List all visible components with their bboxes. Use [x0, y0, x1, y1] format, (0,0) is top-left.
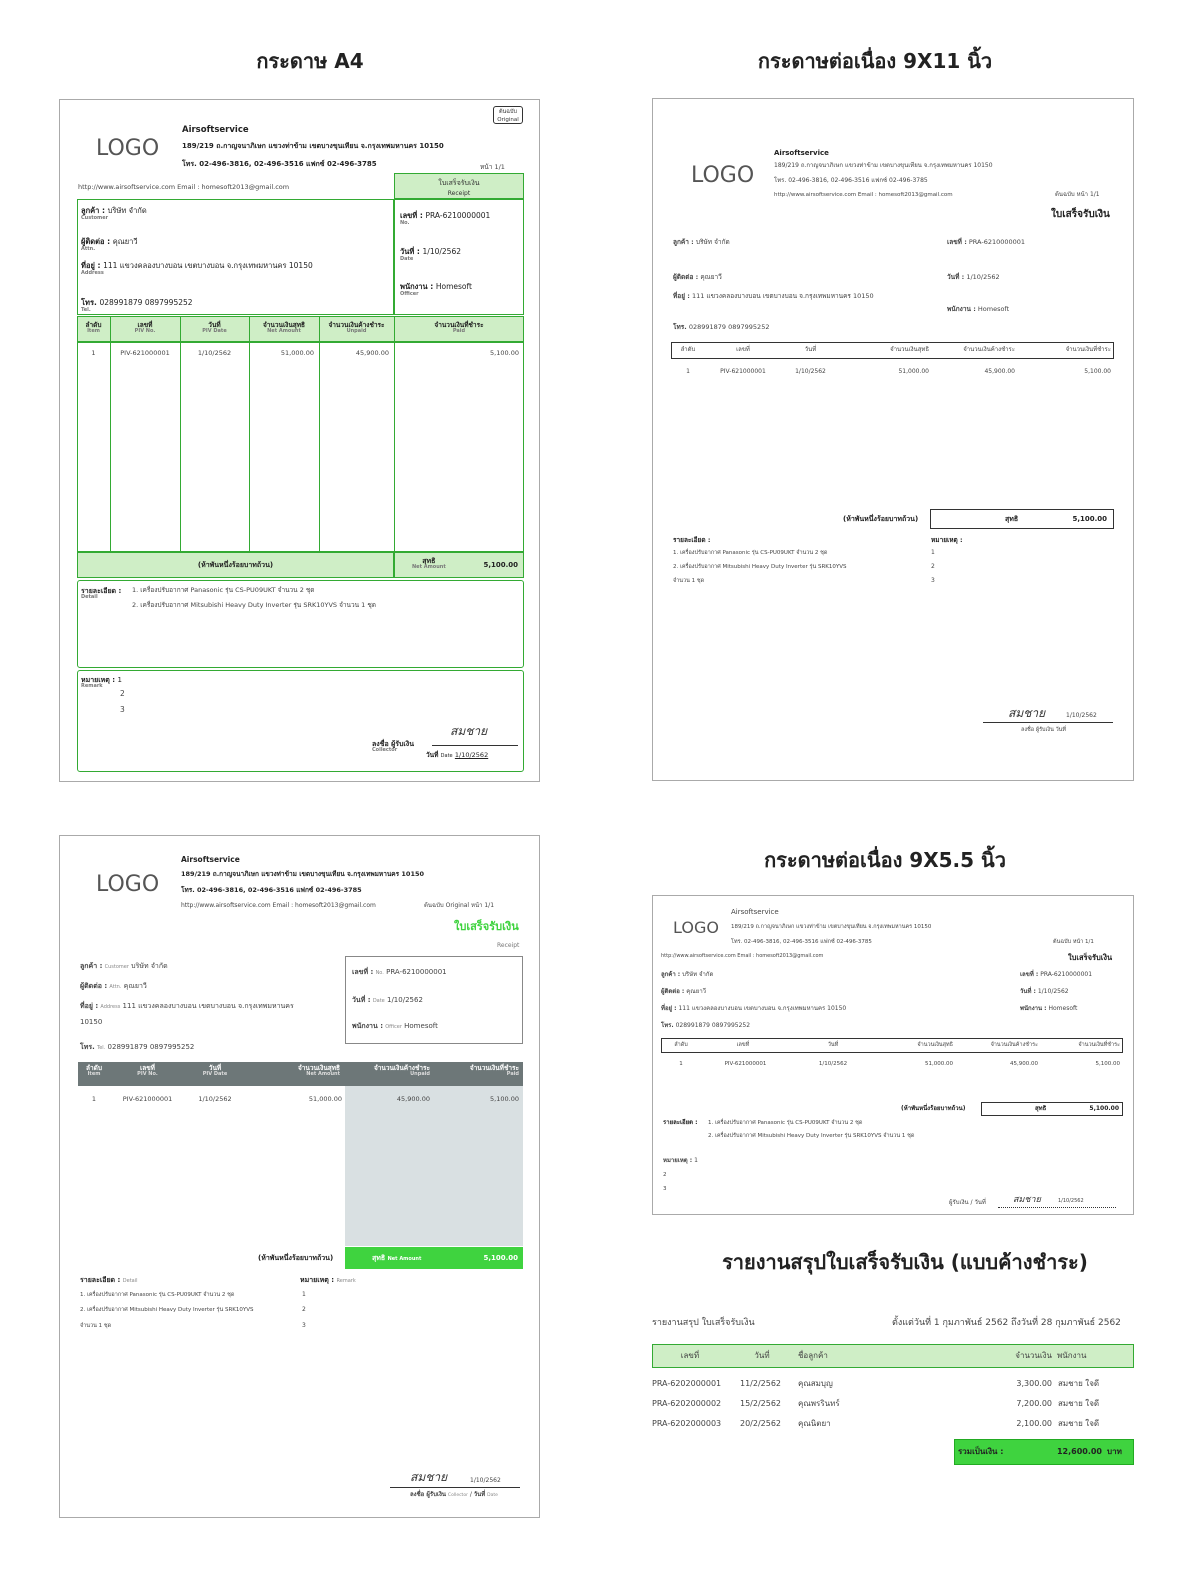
- col-paid: จำนวนเงินที่ชำระ Paid: [469, 1064, 519, 1078]
- title-report: รายงานสรุปใบเสร็จรับเงิน (แบบค้างชำระ): [722, 1250, 1088, 1274]
- receipt-title: ใบเสร็จรับเงิน: [1068, 953, 1113, 962]
- report-row-1-no: PRA-6202000001: [652, 1379, 722, 1388]
- net-label: สุทธิ: [1005, 515, 1019, 523]
- col-item: ลำดับ Item: [86, 1064, 102, 1078]
- report-row-1-name: คุณสมบุญ: [798, 1379, 833, 1388]
- company-name: Airsoftservice: [731, 908, 779, 916]
- detail-line-1: 1. เครื่องปรับอากาศ Panasonic รุ่น CS-PU09UKT จำนวน 2 ชุด: [708, 1120, 863, 1126]
- report-row-2-no: PRA-6202000002: [652, 1399, 722, 1408]
- report-range: ตั้งแต่วันที่ 1 กุมภาพันธ์ 2562 ถึงวันที่ 28 กุมภาพันธ์ 2562: [892, 1318, 1121, 1328]
- sign-date: 1/10/2562: [1058, 1198, 1084, 1204]
- col-unpaid: จำนวนเงินค้างชำระ Unpaid: [373, 1064, 430, 1078]
- col-unpaid: จำนวนเงินค้างชำระ: [990, 1042, 1038, 1048]
- continuous-9x11-page: [652, 98, 1134, 781]
- sign-date: วันที่ Date 1/10/2562: [426, 751, 489, 759]
- remark-3: 3: [120, 705, 125, 714]
- col-piv-no: เลขที่: [736, 346, 750, 353]
- net-amount: 5,100.00: [1089, 1105, 1119, 1112]
- report-total-amount: 12,600.00: [1056, 1447, 1102, 1456]
- company-web: http://www.airsoftservice.com Email : homesoft2013@gmail.com: [774, 192, 953, 198]
- tel: โทร. 028991879 0897995252: [673, 323, 770, 331]
- items-table-body: [77, 342, 524, 552]
- signature: สมชาย: [1008, 706, 1046, 720]
- report-row-3-no: PRA-6202000003: [652, 1419, 722, 1428]
- remark-1: 1: [302, 1291, 306, 1298]
- remark-3: 3: [931, 577, 935, 584]
- row-item: 1: [679, 1061, 683, 1067]
- detail-line-3: จำนวน 1 ชุด: [673, 578, 705, 584]
- row-date: 1/10/2562: [197, 349, 232, 357]
- detail-label: รายละเอียด :: [663, 1119, 698, 1126]
- net-amount: 5,100.00: [483, 1254, 518, 1262]
- net-amount: 5,100.00: [1072, 515, 1107, 523]
- tel: โทร. Tel. 028991879 0897995252: [80, 1043, 195, 1051]
- company-address: 189/219 ถ.กาญจนาภิเษก แขวงท่าข้าม เขตบางขุนเทียน จ.กรุงเทพมหานคร 10150: [182, 142, 444, 150]
- col-piv-no: เลขที่ PIV No.: [137, 1064, 158, 1078]
- detail-line-3: จำนวน 1 ชุด: [80, 1323, 112, 1329]
- row-unpaid: 45,900.00: [355, 349, 389, 357]
- net-amount: 5,100.00: [483, 561, 518, 569]
- col-paid: จำนวนเงินที่ชำระ Paid: [434, 321, 484, 335]
- col-piv-date: วันที่: [804, 346, 817, 353]
- report-col-name: ชื่อลูกค้า: [798, 1351, 828, 1360]
- company-logo: LOGO: [673, 918, 719, 937]
- company-address: 189/219 ถ.กาญจนาภิเษก แขวงท่าข้าม เขตบางขุนเทียน จ.กรุงเทพมหานคร 10150: [181, 870, 425, 878]
- address: ที่อยู่ : 111 แขวงคลองบางบอน เขตบางบอน จ.กรุงเทพมหานคร 10150: [673, 292, 874, 300]
- collector-label: ลงชื่อ ผู้รับเงิน Collector / วันที่ Date: [410, 1491, 498, 1498]
- report-row-1-staff: สมชาย ใจดี: [1058, 1379, 1100, 1388]
- detail-line-2: 2. เครื่องปรับอากาศ Mitsubishi Heavy Duty Inverter รุ่น SRK10YVS: [673, 564, 847, 570]
- report-total-unit: บาท: [1107, 1447, 1122, 1456]
- col-net: จำนวนเงินสุทธิ Net Amount: [262, 321, 306, 335]
- row-paid: 5,100.00: [1084, 368, 1111, 375]
- doc-staff: พนักงาน : Homesoft Officer: [400, 282, 472, 297]
- doc-staff: พนักงาน : Officer Homesoft: [352, 1022, 438, 1030]
- report-title: รายงานสรุป ใบเสร็จรับเงิน: [652, 1318, 755, 1328]
- amount-in-words: (ห้าพันหนึ่งร้อยบาทถ้วน): [197, 561, 274, 569]
- company-address: 189/219 ถ.กาญจนาภิเษก แขวงท่าข้าม เขตบางขุนเทียน จ.กรุงเทพมหานคร 10150: [731, 924, 932, 930]
- collector-label: ผู้รับเงิน / วันที่: [949, 1199, 986, 1206]
- net-label: สุทธิ Net Amount: [372, 1254, 422, 1262]
- col-piv-date: วันที่: [827, 1042, 839, 1048]
- report-row-1-date: 11/2/2562: [740, 1379, 782, 1388]
- summary-report: [652, 1318, 1136, 1468]
- report-col-no: เลขที่: [680, 1351, 700, 1360]
- row-item: 1: [91, 1095, 97, 1103]
- detail-label: รายละเอียด : Detail: [81, 587, 122, 601]
- remark-label: หมายเหตุ : Remark: [300, 1276, 356, 1284]
- row-unpaid: 45,900.00: [984, 368, 1015, 375]
- doc-number: เลขที่ : PRA-6210000001: [947, 238, 1026, 246]
- remark-2: 2: [302, 1306, 306, 1313]
- title-continuous-9x11: กระดาษต่อเนื่อง 9X11 นิ้ว: [757, 49, 993, 73]
- remark-3: 3: [663, 1186, 667, 1192]
- row-date: 1/10/2562: [818, 1061, 848, 1067]
- doc-date: วันที่ : Date 1/10/2562: [352, 996, 423, 1004]
- customer-label: ลูกค้า : บริษัท จำกัด Customer: [81, 206, 147, 221]
- row-piv: PIV-621000001: [720, 368, 766, 375]
- row-net: 51,000.00: [308, 1095, 342, 1103]
- signature: สมชาย: [1013, 1195, 1041, 1205]
- row-paid: 5,100.00: [490, 1095, 519, 1103]
- remark-2: 2: [120, 689, 125, 698]
- report-row-3-amount: 2,100.00: [1016, 1419, 1052, 1428]
- contact: ผู้ติดต่อ : คุณยาวี: [661, 988, 707, 995]
- doc-date: วันที่ : 1/10/2562: [1020, 988, 1069, 995]
- report-row-3-staff: สมชาย ใจดี: [1058, 1419, 1100, 1428]
- net-label: สุทธิ: [1035, 1105, 1047, 1112]
- customer: ลูกค้า : Customer บริษัท จำกัด: [80, 962, 168, 970]
- a4-receipt-page: [59, 99, 540, 782]
- title-a4: กระดาษ A4: [256, 49, 364, 73]
- report-col-staff: พนักงาน: [1057, 1351, 1087, 1360]
- company-logo: LOGO: [96, 136, 160, 161]
- company-name: Airsoftservice: [774, 149, 829, 157]
- collector-label: ลงชื่อ ผู้รับเงิน วันที่: [1021, 727, 1067, 733]
- row-piv: PIV-621000001: [120, 349, 170, 357]
- signature: สมชาย: [450, 724, 488, 738]
- doc-staff: พนักงาน : Homesoft: [947, 305, 1010, 313]
- title-continuous-9x5: กระดาษต่อเนื่อง 9X5.5 นิ้ว: [764, 848, 1006, 872]
- doc-number: เลขที่ : PRA-6210000001 No.: [400, 211, 491, 226]
- company-phone: โทร. 02-496-3816, 02-496-3516 แฟกซ์ 02-496-3785: [774, 177, 928, 184]
- row-item: 1: [686, 368, 690, 375]
- address-label: ที่อยู่ : 111 แขวงคลองบางบอน เขตบางบอน จ.กรุงเทพมหานคร 10150 Address: [81, 261, 313, 276]
- page-number: ต้นฉบับ หน้า 1/1: [1053, 939, 1094, 945]
- company-logo: LOGO: [691, 163, 755, 188]
- company-address: 189/219 ถ.กาญจนาภิเษก แขวงท่าข้าม เขตบางขุนเทียน จ.กรุงเทพมหานคร 10150: [774, 162, 993, 169]
- report-row-2-staff: สมชาย ใจดี: [1058, 1399, 1100, 1408]
- address: ที่อยู่ : 111 แขวงคลองบางบอน เขตบางบอน จ.กรุงเทพมหานคร 10150: [661, 1005, 847, 1012]
- doc-date: วันที่ : 1/10/2562: [947, 273, 1000, 281]
- col-piv-no: เลขที่: [736, 1042, 750, 1048]
- row-piv: PIV-621000001: [122, 1095, 173, 1103]
- detail-label: รายละเอียด :: [673, 536, 711, 544]
- row-net: 51,000.00: [898, 368, 929, 375]
- tel-label: โทร. 028991879 0897995252 Tel.: [81, 298, 193, 313]
- remark-label: หมายเหตุ :: [931, 536, 963, 544]
- col-net: จำนวนเงินสุทธิ: [917, 1042, 953, 1048]
- page-number: ต้นฉบับ หน้า 1/1: [1055, 191, 1100, 198]
- amount-in-words: (ห้าพันหนึ่งร้อยบาทถ้วน): [258, 1254, 334, 1262]
- receipt-title-box: ใบเสร็จรับเงิน Receipt: [394, 173, 524, 199]
- signature: สมชาย: [410, 1470, 448, 1484]
- sign-date: 1/10/2562: [1066, 712, 1097, 719]
- detail-label: รายละเอียด : Detail: [80, 1276, 138, 1284]
- report-row-2-name: คุณพรรินทร์: [798, 1399, 840, 1408]
- detail-line-1: 1. เครื่องปรับอากาศ Panasonic รุ่น CS-PU09UKT จำนวน 2 ชุด: [80, 1292, 235, 1298]
- row-date: 1/10/2562: [795, 368, 826, 375]
- detail-line-2: 2. เครื่องปรับอากาศ Mitsubishi Heavy Duty Inverter รุ่น SRK10YVS จำนวน 1 ชุด: [132, 601, 376, 609]
- col-item: ลำดับ: [674, 1042, 688, 1048]
- doc-number: เลขที่ : No. PRA-6210000001: [352, 968, 447, 976]
- row-piv: PIV-621000001: [724, 1061, 767, 1067]
- customer: ลูกค้า : บริษัท จำกัด: [673, 238, 730, 246]
- tel: โทร. 028991879 0897995252: [661, 1022, 751, 1029]
- remark-1: 1: [931, 549, 935, 556]
- collector-label: ลงชื่อ ผู้รับเงิน Collector: [372, 740, 414, 754]
- doc-staff: พนักงาน : Homesoft: [1020, 1005, 1078, 1012]
- amount-in-words: (ห้าพันหนึ่งร้อยบาทถ้วน): [901, 1105, 966, 1112]
- row-paid: 5,100.00: [1095, 1061, 1120, 1067]
- report-total-label: รวมเป็นเงิน :: [958, 1447, 1004, 1456]
- row-unpaid: 45,900.00: [396, 1095, 430, 1103]
- col-piv-no: เลขที่ PIV No.: [134, 321, 156, 335]
- company-logo: LOGO: [96, 872, 160, 897]
- report-row-1-amount: 3,300.00: [1016, 1379, 1052, 1388]
- amount-in-words: (ห้าพันหนึ่งร้อยบาทถ้วน): [843, 515, 919, 523]
- col-piv-date: วันที่ PIV Date: [202, 1064, 228, 1078]
- detail-line-2: 2. เครื่องปรับอากาศ Mitsubishi Heavy Duty Inverter รุ่น SRK10YVS จำนวน 1 ชุด: [708, 1133, 915, 1139]
- row-date: 1/10/2562: [198, 1095, 232, 1103]
- report-col-date: วันที่: [754, 1351, 770, 1360]
- address-zip: 10150: [80, 1018, 103, 1026]
- receipt-title: ใบเสร็จรับเงิน: [1051, 209, 1110, 220]
- report-row-3-name: คุณนิตยา: [798, 1419, 831, 1428]
- company-web: http://www.airsoftservice.com Email : homesoft2013@gmail.com: [181, 902, 376, 909]
- row-net: 51,000.00: [925, 1061, 953, 1067]
- remark-2: 2: [663, 1172, 667, 1178]
- remark-2: 2: [931, 563, 935, 570]
- company-phone: โทร. 02-496-3816, 02-496-3516 แฟกซ์ 02-496-3785: [182, 160, 377, 168]
- remark-3: 3: [302, 1322, 306, 1329]
- report-col-amount: จำนวนเงิน: [1015, 1351, 1052, 1360]
- row-net: 51,000.00: [280, 349, 314, 357]
- col-net: จำนวนเงินสุทธิ: [890, 346, 929, 353]
- doc-number: เลขที่ : PRA-6210000001: [1020, 971, 1093, 978]
- customer: ลูกค้า : บริษัท จำกัด: [661, 971, 714, 978]
- company-phone: โทร. 02-496-3816, 02-496-3516 แฟกซ์ 02-496-3785: [731, 939, 872, 945]
- col-net: จำนวนเงินสุทธิ Net Amount: [297, 1064, 340, 1078]
- row-item: 1: [91, 349, 96, 357]
- contact: ผู้ติดต่อ : คุณยาวี: [673, 273, 722, 281]
- sign-date: 1/10/2562: [470, 1477, 501, 1484]
- col-item: ลำดับ Item: [85, 321, 102, 335]
- paid-column-bg: [345, 1086, 523, 1246]
- remark-label: หมายเหตุ : 1 Remark: [81, 676, 122, 690]
- remark-label: หมายเหตุ : 1: [663, 1157, 698, 1164]
- original-badge: ต้นฉบับ Original: [493, 106, 523, 124]
- page-number: หน้า 1/1: [480, 163, 505, 171]
- col-item: ลำดับ: [680, 346, 696, 353]
- col-paid: จำนวนเงินที่ชำระ: [1078, 1042, 1120, 1048]
- report-row-3-date: 20/2/2562: [740, 1419, 782, 1428]
- col-unpaid: จำนวนเงินค้างชำระ Unpaid: [328, 321, 385, 335]
- company-name: Airsoftservice: [181, 855, 240, 864]
- row-unpaid: 45,900.00: [1010, 1061, 1038, 1067]
- address: ที่อยู่ : Address 111 แขวงคลองบางบอน เขตบางบอน จ.กรุงเทพมหานคร: [80, 1002, 294, 1010]
- receipt-title-en: Receipt: [497, 942, 520, 949]
- company-web: http://www.airsoftservice.com Email : homesoft2013@gmail.com: [661, 953, 824, 959]
- detail-line-2: 2. เครื่องปรับอากาศ Mitsubishi Heavy Duty Inverter รุ่น SRK10YVS: [80, 1307, 254, 1313]
- report-row-2-amount: 7,200.00: [1016, 1399, 1052, 1408]
- detail-line-1: 1. เครื่องปรับอากาศ Panasonic รุ่น CS-PU09UKT จำนวน 2 ชุด: [673, 550, 828, 556]
- receipt-title: ใบเสร็จรับเงิน: [454, 920, 519, 933]
- row-paid: 5,100.00: [490, 349, 519, 357]
- doc-date: วันที่ : 1/10/2562 Date: [400, 247, 461, 262]
- company-web: http://www.airsoftservice.com Email : homesoft2013@gmail.com: [78, 183, 290, 191]
- company-phone: โทร. 02-496-3816, 02-496-3516 แฟกซ์ 02-496-3785: [181, 886, 362, 894]
- report-row-2-date: 15/2/2562: [740, 1399, 782, 1408]
- col-piv-date: วันที่ PIV Date: [202, 321, 227, 335]
- contact: ผู้ติดต่อ : Attn. คุณยาวี: [80, 982, 147, 990]
- col-paid: จำนวนเงินที่ชำระ: [1065, 346, 1111, 353]
- continuous-9x5-page: [652, 895, 1134, 1215]
- company-name: Airsoftservice: [182, 125, 249, 135]
- page-number: ต้นฉบับ Original หน้า 1/1: [424, 902, 495, 909]
- detail-line-1: 1. เครื่องปรับอากาศ Panasonic รุ่น CS-PU09UKT จำนวน 2 ชุด: [132, 586, 315, 594]
- col-unpaid: จำนวนเงินค้างชำระ: [963, 346, 1015, 353]
- net-label: สุทธิ Net Amount: [412, 557, 446, 571]
- a4-receipt-page-variant: [59, 835, 540, 1518]
- contact-label: ผู้ติดต่อ : คุณยาวี Attn.: [81, 237, 138, 252]
